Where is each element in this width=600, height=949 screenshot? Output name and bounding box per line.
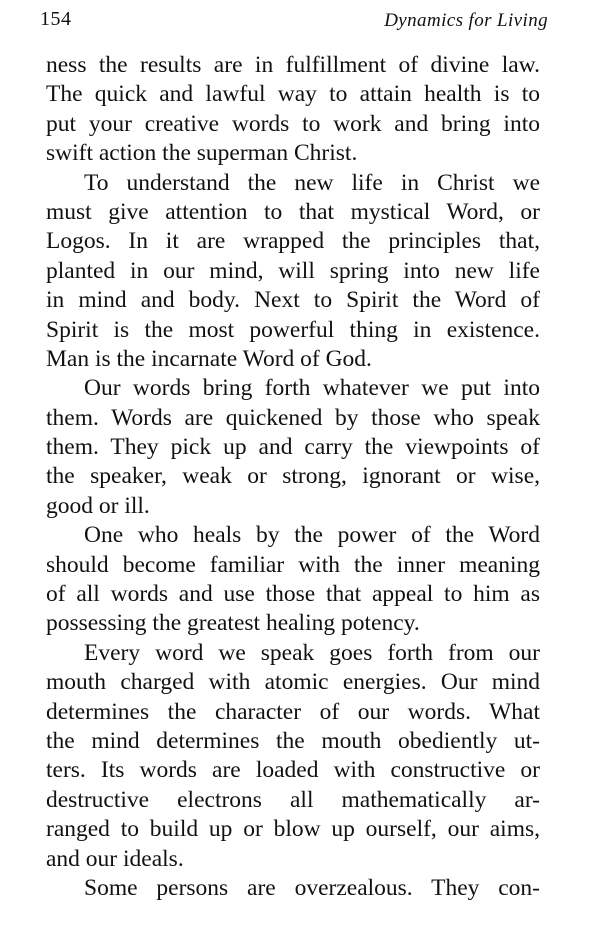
text-line: mouth charged with atomic energies. Our mind <box>46 669 540 696</box>
text-line: To understand the new life in Christ we <box>84 169 540 196</box>
text-line: Spirit is the most powerful thing in existence. <box>46 316 540 343</box>
text-line: good or ill. <box>46 492 150 519</box>
text-line: and our ideals. <box>46 845 184 872</box>
text-line: must give attention to that mystical Word, or <box>46 198 540 225</box>
text-line: ness the results are in fulfillment of divine law. <box>46 52 540 78</box>
text-line: of all words and use those that appeal to him as <box>46 581 540 608</box>
running-head: Dynamics for Living <box>384 10 548 31</box>
text-line: Our words bring forth whatever we put into <box>84 375 540 402</box>
text-line: Man is the incarnate Word of God. <box>46 345 372 372</box>
text-line: swift action the superman Christ. <box>46 140 358 167</box>
text-line: ranged to build up or blow up ourself, our aims, <box>46 816 540 843</box>
text-line: destructive electrons all mathematically ar- <box>46 786 540 813</box>
page-header <box>40 8 548 38</box>
text-line: the speaker, weak or strong, ignorant or wise, <box>46 463 540 490</box>
text-line: Every word we speak goes forth from our <box>84 639 540 666</box>
text-line: the mind determines the mouth obediently ut- <box>46 727 540 754</box>
text-line: determines the character of our words. What <box>46 698 540 725</box>
text-line: put your creative words to work and bring into <box>46 110 540 137</box>
text-line: should become familiar with the inner meaning <box>46 551 540 578</box>
page-number: 154 <box>40 8 72 30</box>
text-line: possessing the greatest healing potency. <box>46 610 420 637</box>
body-text <box>46 51 540 903</box>
text-line: Some persons are overzealous. They con- <box>84 874 540 901</box>
text-line: them. Words are quickened by those who speak <box>46 404 540 431</box>
text-line: The quick and lawful way to attain health is to <box>46 81 540 108</box>
text-line: ters. Its words are loaded with constructive or <box>46 757 540 784</box>
text-line: planted in our mind, will spring into new life <box>46 257 540 284</box>
text-line: One who heals by the power of the Word <box>84 522 540 549</box>
text-line: Logos. In it are wrapped the principles that, <box>46 228 540 255</box>
text-line: them. They pick up and carry the viewpoints of <box>46 434 540 461</box>
text-line: in mind and body. Next to Spirit the Word of <box>46 287 540 314</box>
